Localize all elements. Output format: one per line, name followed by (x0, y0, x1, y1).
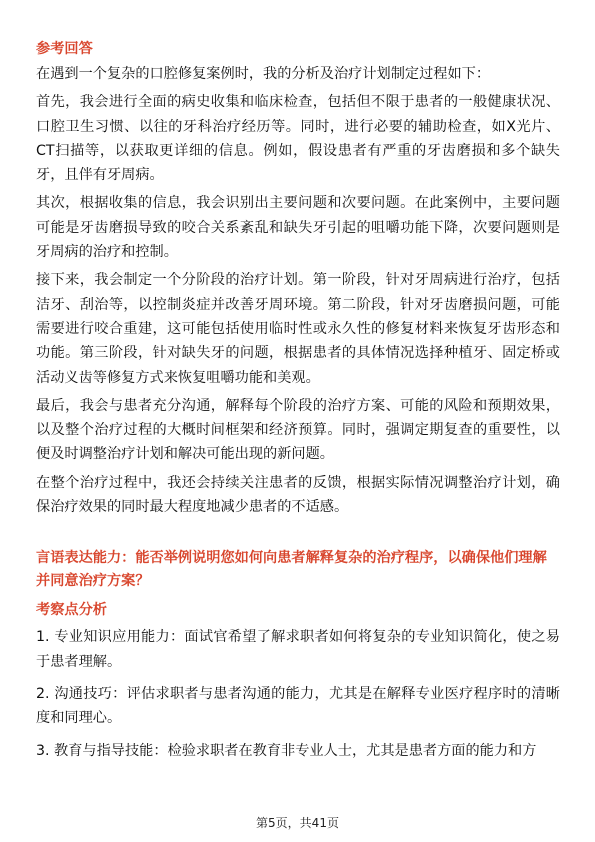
analysis-heading: 考察点分析 (36, 602, 107, 619)
answer-paragraph: 接下来，我会制定一个分阶段的治疗计划。第一阶段，针对牙周病进行治疗，包括洁牙、刮治等，以控制炎症并改善牙周环境。第二阶段，针对牙齿磨损问题，可能需要进行咬合重建，这可能包括使用临时性或永久性的修复材料来恢复牙齿形态和功能。第三阶段，针对缺失牙的问题，根据患者的具体情况选择种植牙、固定桥或活动义齿等修复方式来恢复咀嚼功能和美观。 (36, 272, 560, 386)
analysis-item: 1. 专业知识应用能力：面试官希望了解求职者如何将复杂的专业知识简化，使之易于患者理解。 (36, 629, 560, 670)
analysis-item: 2. 沟通技巧：评估求职者与患者沟通的能力，尤其是在解释专业医疗程序时的清晰度和同理心。 (36, 685, 560, 727)
question-title: 言语表达能力：能否举例说明您如何向患者解释复杂的治疗程序，以确保他们理解并同意治疗方案？ (36, 550, 547, 590)
answer-heading: 参考回答 (36, 41, 93, 57)
answer-paragraph: 最后，我会与患者充分沟通，解释每个阶段的治疗方案、可能的风险和预期效果，以及整个治疗过程的大概时间框架和经济预算。同时，强调定期复查的重要性，以便及时调整治疗计划和解决可能出现的新问题。 (36, 397, 560, 463)
document-page (36, 38, 560, 771)
page-number-footer: 第5页，共41页 (256, 816, 339, 830)
answer-paragraph: 其次，根据收集的信息，我会识别出主要问题和次要问题。在此案例中，主要问题可能是牙齿磨损导致的咬合关系紊乱和缺失牙引起的咀嚼功能下降，次要问题则是牙周病的治疗和控制。 (36, 195, 560, 261)
answer-paragraph: 在整个治疗过程中，我还会持续关注患者的反馈，根据实际情况调整治疗计划，确保治疗效果的同时最大程度地减少患者的不适感。 (36, 474, 560, 516)
answer-paragraph: 在遇到一个复杂的口腔修复案例时，我的分析及治疗计划制定过程如下： (36, 66, 491, 82)
answer-paragraph: 首先，我会进行全面的病史收集和临床检查，包括但不限于患者的一般健康状况、口腔卫生习惯、以往的牙科治疗经历等。同时，进行必要的辅助检查，如X光片、CT扫描等，以获取更详细的信息。例如，假设患者有严重的牙齿磨损和多个缺失牙，且伴有牙周病。 (36, 94, 560, 184)
analysis-item: 3. 教育与指导技能：检验求职者在教育非专业人士，尤其是患者方面的能力和方 (36, 742, 537, 759)
